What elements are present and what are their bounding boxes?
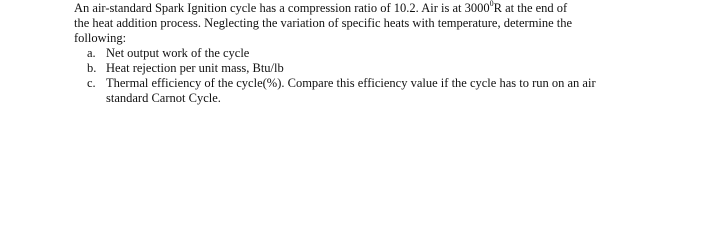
problem-line-1-text: An air-standard Spark Ignition cycle has a compression ratio of 10.2. Air is at 3000 (74, 1, 490, 15)
problem-line-2: the heat addition process. Neglecting the variation of specific heats with temperature, determine the (74, 16, 573, 30)
list-item-text: Heat rejection per unit mass, Btu/lb (106, 61, 284, 75)
problem-line-3: following: (74, 31, 127, 45)
list-item-text: Net output work of the cycle (106, 46, 250, 60)
list-marker: b. (87, 61, 97, 75)
list-marker: c. (87, 76, 96, 90)
problem-line-1 (74, 1, 634, 16)
degree-superscript: 0 (489, 0, 494, 8)
list-marker: a. (87, 46, 96, 60)
list-item-b (87, 61, 284, 76)
list-item-a (87, 46, 249, 61)
problem-document (0, 0, 720, 109)
problem-statement (74, 1, 634, 46)
list-item-text: Thermal efficiency of the cycle(%). Compare this efficiency value if the cycle has to run on an air (106, 76, 596, 90)
problem-line-1-tail: R at the end of (493, 1, 568, 15)
list-item-text-continued: standard Carnot Cycle. (106, 91, 221, 105)
list-item-c (87, 76, 596, 106)
